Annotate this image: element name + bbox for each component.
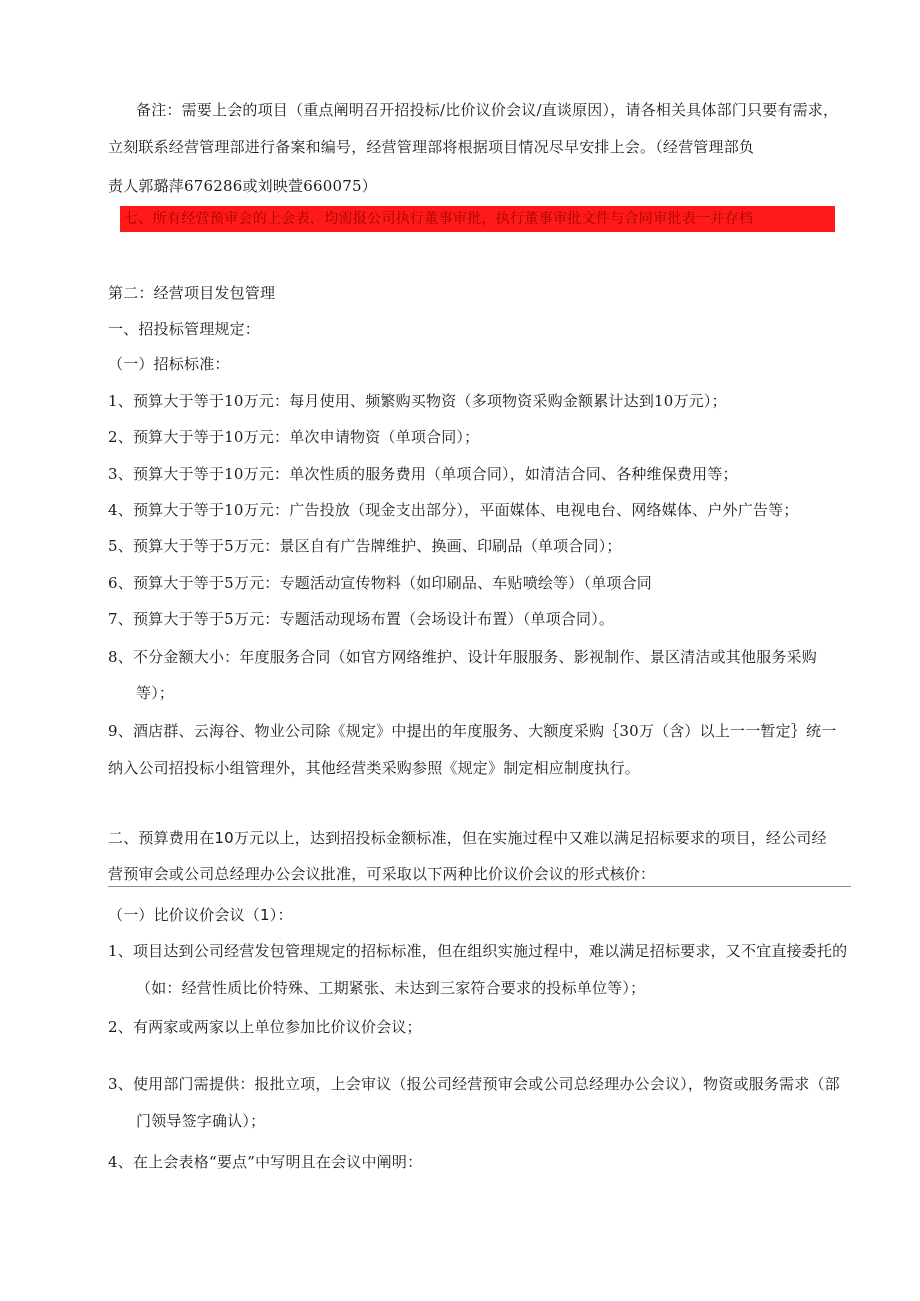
clause-3-line-1: 3、使用部门需提供：报批立项，上会审议（报公司经营预审会或公司总经理办公会议），物资或服务需求（部 — [108, 1075, 840, 1093]
sub-1-title: （一）招标标准： — [108, 355, 230, 373]
clause-4: 4、在上会表格“要点”中写明且在会议中阐明： — [108, 1153, 423, 1171]
list-item: 5、预算大于等于5万元：景区自有广告牌维护、换画、印刷品（单项合同）； — [108, 537, 622, 555]
note-line-2: 立刻联系经营管理部进行备案和编号，经营管理部将根据项目情况尽早安排上会。（经营管理部负 — [108, 138, 755, 156]
sub-2-title: （一）比价议价会议（1）： — [108, 906, 293, 924]
divider-rule — [108, 886, 851, 887]
part-1-title: 一、招投标管理规定： — [108, 320, 261, 338]
note-line-3: 责人郭璐萍676286或刘映萱660075） — [108, 177, 377, 195]
list-item: 2、预算大于等于10万元：单次申请物资（单项合同）； — [108, 428, 480, 446]
part-2-line-2: 营预审会或公司总经理办公会议批准，可采取以下两种比价议价会议的形式核价： — [108, 865, 656, 883]
clause-1-line-2: （如：经营性质比价特殊、工期紧张、未达到三家符合要求的投标单位等）； — [136, 979, 646, 997]
list-item-9-line-2: 纳入公司招投标小组管理外，其他经营类采购参照《规定》制定相应制度执行。 — [108, 759, 641, 777]
section-2-title: 第二：经营项目发包管理 — [108, 284, 276, 302]
clause-1-line-1: 1、项目达到公司经营发包管理规定的招标标准，但在组织实施过程中，难以满足招标要求，又不宜直接委托的 — [108, 942, 848, 960]
list-item-9-line-1: 9、酒店群、云海谷、物业公司除《规定》中提出的年度服务、大额度采购｛30万（含）以上一一暂定｝统一 — [108, 722, 837, 740]
note-line-1: 备注：需要上会的项目（重点阐明召开招投标/比价议价会议/直谈原因），请各相关具体部门只要有需求， — [136, 101, 839, 119]
list-item-8-line-1: 8、不分金额大小：年度服务合同（如官方网络维护、设计年服服务、影视制作、景区清洁或其他服务采购 — [108, 648, 817, 666]
list-item: 3、预算大于等于10万元：单次性质的服务费用（单项合同），如清洁合同、各种维保费用等； — [108, 465, 738, 483]
part-2-line-1: 二、预算费用在10万元以上，达到招投标金额标准，但在实施过程中又难以满足招标要求的项目，经公司经 — [108, 829, 827, 847]
list-item: 4、预算大于等于10万元：广告投放（现金支出部分），平面媒体、电视电台、网络媒体、户外广告等； — [108, 501, 799, 519]
list-item: 6、预算大于等于5万元：专题活动宣传物料（如印刷品、车贴喷绘等）（单项合同 — [108, 574, 652, 592]
clause-2: 2、有两家或两家以上单位参加比价议价会议； — [108, 1018, 422, 1036]
red-notice-band — [120, 206, 835, 232]
list-item-8-line-2: 等）； — [136, 684, 175, 702]
list-item: 1、预算大于等于10万元：每月使用、频繁购买物资（多项物资采购金额累计达到10万元）； — [108, 392, 727, 410]
list-item: 7、预算大于等于5万元：专题活动现场布置（会场设计布置）（单项合同）。 — [108, 610, 615, 628]
clause-3-line-2: 门领导签字确认）； — [136, 1112, 266, 1130]
red-notice-text: 七、所有经营预审会的上会表，均需报公司执行董事审批，执行董事审批文件与合同审批表一并存档 — [124, 211, 754, 227]
